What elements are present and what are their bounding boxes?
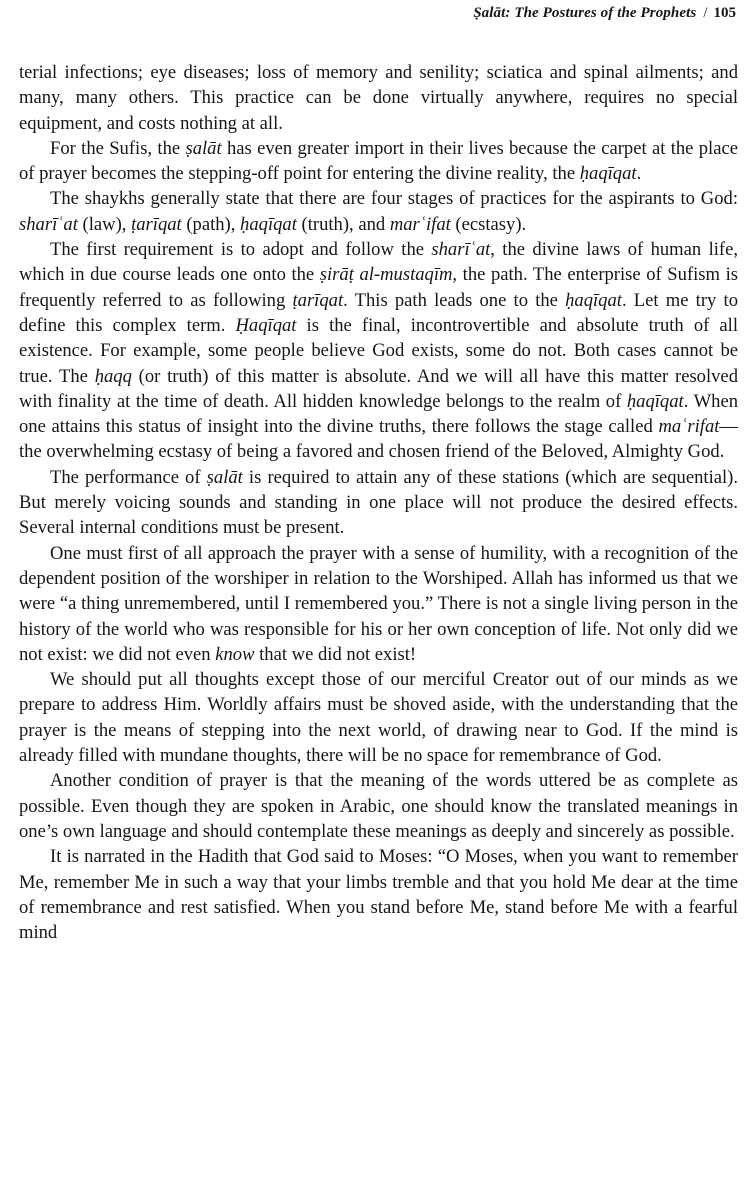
paragraph-four-stages: The shaykhs generally state that there are four stages of practices for the aspirants to God: sharīʿat (law), ṭarīqat (path), ḥaqīqat (truth), and marʿifat (ecstasy).	[19, 188, 738, 235]
paragraph-thoughts: We should put all thoughts except those of our merciful Creator out of our minds as we prepare to address Him. Worldly affairs must be shoved aside, with the understanding that the prayer is the means of stepping into the next world, of drawing near to God. If the mind is already filled with mundane thoughts, there will be no space for remembrance of God.	[19, 669, 738, 767]
paragraph-meaning: Another condition of prayer is that the meaning of the words uttered be as complete as possible. Even though they are spoken in Arabic, one should know the translated meanings in one’s own language and should contemplate these meanings as deeply and sincerely as possible.	[19, 770, 738, 842]
paragraph-humility: One must first of all approach the prayer with a sense of humility, with a recognition of the dependent position of the worshiper in relation to the Worshiped. Allah has informed us that we were “a thing unremembered, until I remembered you.” There is not a single living person in the history of the world who was responsible for his or her own conception of life. Not only did we not exist: we did not even know that we did not exist!	[19, 542, 738, 665]
running-title: Ṣalāt: The Postures of the Prophets	[473, 5, 697, 21]
header-separator: /	[703, 5, 708, 21]
paragraph-performance: The performance of ṣalāt is required to attain any of these stations (which are sequential). But merely voicing sounds and standing in one place will not produce the desired effects. Several internal conditions must be present.	[19, 466, 738, 539]
page-number: 105	[713, 5, 736, 21]
paragraph-sufis: For the Sufis, the ṣalāt has even greater import in their lives because the carpet at the place of prayer becomes the stepping-off point for entering the divine reality, the ḥaqīqat.	[19, 137, 738, 185]
paragraph-first-requirement: The first requirement is to adopt and follow the sharīʿat, the divine laws of human life, which in due course leads one onto the ṣirāṭ al-mustaqīm, the path. The enterprise of Sufism is frequently referred to as following ṭarīqat. This path leads one to the ḥaqīqat. Let me try to define this complex term. Ḥaqīqat is the final, incontrovertible and absolute truth of all existence. For example, some people believe God exists, some do not. Both cases cannot be true. The ḥaqq (or truth) of this matter is absolute. And we will all have this matter resolved with finality at the time of death. All hidden knowledge belongs to the realm of ḥaqīqat. When one attains this status of insight into the divine truths, there follows the stage called maʿrifat—the overwhelming ecstasy of being a favored and chosen friend of the Beloved, Almighty God.	[19, 239, 738, 463]
running-header	[473, 5, 736, 29]
body-text	[19, 60, 738, 945]
paragraph-continuation: terial infections; eye diseases; loss of memory and senility; sciatica and spinal ailments; and many, many others. This practice can be done virtually anywhere, requires no special equipment, and costs nothing at all.	[19, 62, 738, 134]
paragraph-hadith: It is narrated in the Hadith that God said to Moses: “O Moses, when you want to remember Me, remember Me in such a way that your limbs tremble and that you hold Me dear at the time of remembrance and rest satisfied. When you stand before Me, stand before Me with a fearful mind	[19, 846, 738, 944]
